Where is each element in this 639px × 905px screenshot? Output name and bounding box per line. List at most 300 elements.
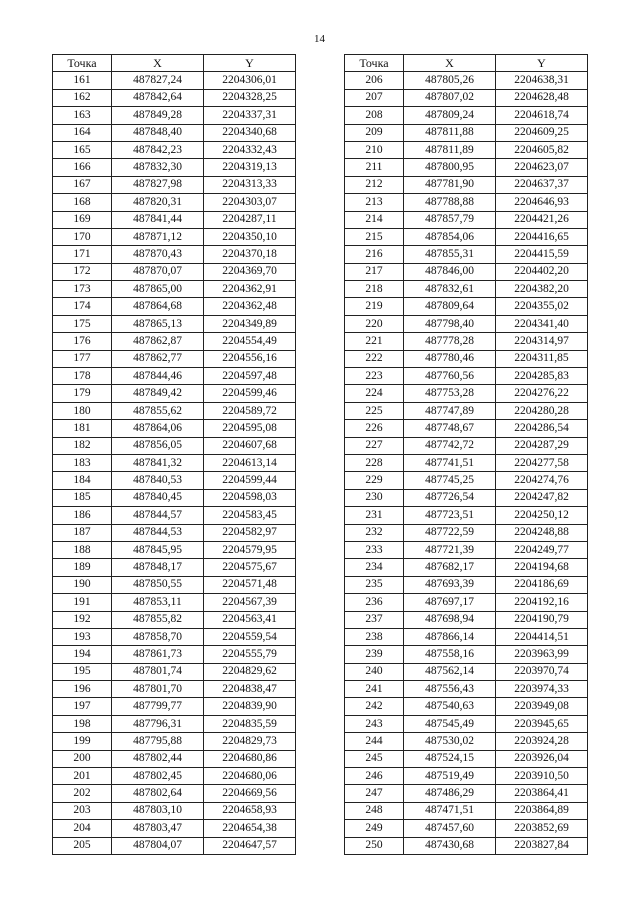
cell-y: 2204337,31	[204, 107, 296, 124]
table-row	[53, 802, 296, 819]
cell-x: 487562,14	[404, 663, 496, 680]
cell-y: 2203949,08	[496, 698, 588, 715]
cell-point: 170	[53, 228, 112, 245]
cell-x: 487840,45	[112, 489, 204, 506]
table-row	[345, 124, 588, 141]
table-row	[345, 594, 588, 611]
table-row	[345, 333, 588, 350]
table-body-right	[345, 72, 588, 855]
cell-x: 487855,62	[112, 402, 204, 419]
cell-point: 226	[345, 420, 404, 437]
cell-point: 207	[345, 89, 404, 106]
cell-x: 487864,06	[112, 420, 204, 437]
cell-x: 487865,00	[112, 281, 204, 298]
cell-x: 487846,00	[404, 263, 496, 280]
table-row	[53, 768, 296, 785]
cell-point: 238	[345, 628, 404, 645]
cell-x: 487780,46	[404, 350, 496, 367]
cell-y: 2204332,43	[204, 141, 296, 158]
cell-x: 487798,40	[404, 315, 496, 332]
table-row	[345, 663, 588, 680]
cell-x: 487855,31	[404, 246, 496, 263]
table-row	[53, 489, 296, 506]
cell-y: 2204599,46	[204, 385, 296, 402]
cell-y: 2203827,84	[496, 837, 588, 854]
table-row	[53, 663, 296, 680]
cell-x: 487832,30	[112, 159, 204, 176]
cell-x: 487781,90	[404, 176, 496, 193]
cell-y: 2204355,02	[496, 298, 588, 315]
cell-x: 487471,51	[404, 802, 496, 819]
table-row	[53, 141, 296, 158]
cell-x: 487866,14	[404, 628, 496, 645]
cell-point: 187	[53, 524, 112, 541]
cell-point: 234	[345, 559, 404, 576]
cell-point: 202	[53, 785, 112, 802]
cell-point: 242	[345, 698, 404, 715]
table-row	[53, 837, 296, 854]
cell-y: 2203945,65	[496, 715, 588, 732]
cell-y: 2204623,07	[496, 159, 588, 176]
table-row	[345, 298, 588, 315]
cell-y: 2204563,41	[204, 611, 296, 628]
table-row	[53, 698, 296, 715]
cell-y: 2204555,79	[204, 646, 296, 663]
cell-x: 487870,43	[112, 246, 204, 263]
cell-y: 2204567,39	[204, 594, 296, 611]
table-row	[345, 402, 588, 419]
cell-point: 209	[345, 124, 404, 141]
cell-x: 487848,40	[112, 124, 204, 141]
cell-x: 487802,45	[112, 768, 204, 785]
cell-x: 487747,89	[404, 402, 496, 419]
cell-point: 241	[345, 681, 404, 698]
table-row	[345, 698, 588, 715]
header-y: Y	[496, 55, 588, 72]
cell-point: 194	[53, 646, 112, 663]
cell-x: 487519,49	[404, 768, 496, 785]
cell-point: 188	[53, 541, 112, 558]
cell-x: 487871,12	[112, 228, 204, 245]
cell-point: 185	[53, 489, 112, 506]
cell-x: 487842,64	[112, 89, 204, 106]
cell-y: 2204341,40	[496, 315, 588, 332]
table-row	[345, 368, 588, 385]
cell-y: 2203864,41	[496, 785, 588, 802]
cell-x: 487820,31	[112, 194, 204, 211]
cell-y: 2204280,28	[496, 402, 588, 419]
cell-y: 2204249,77	[496, 541, 588, 558]
cell-x: 487809,64	[404, 298, 496, 315]
table-row	[345, 454, 588, 471]
cell-point: 204	[53, 820, 112, 837]
cell-x: 487801,70	[112, 681, 204, 698]
cell-x: 487457,60	[404, 820, 496, 837]
cell-x: 487841,44	[112, 211, 204, 228]
cell-point: 179	[53, 385, 112, 402]
header-y: Y	[204, 55, 296, 72]
table-row	[53, 350, 296, 367]
cell-x: 487811,88	[404, 124, 496, 141]
cell-y: 2204646,93	[496, 194, 588, 211]
cell-point: 222	[345, 350, 404, 367]
cell-x: 487748,67	[404, 420, 496, 437]
cell-y: 2204579,95	[204, 541, 296, 558]
cell-y: 2204247,82	[496, 489, 588, 506]
cell-y: 2204250,12	[496, 507, 588, 524]
cell-x: 487722,59	[404, 524, 496, 541]
cell-x: 487697,17	[404, 594, 496, 611]
table-row	[53, 524, 296, 541]
table-row	[345, 472, 588, 489]
table-header-row	[345, 55, 588, 72]
cell-y: 2204829,73	[204, 733, 296, 750]
table-row	[53, 594, 296, 611]
cell-y: 2204314,97	[496, 333, 588, 350]
cell-y: 2204613,14	[204, 454, 296, 471]
cell-x: 487804,07	[112, 837, 204, 854]
cell-point: 190	[53, 576, 112, 593]
table-row	[345, 611, 588, 628]
cell-x: 487753,28	[404, 385, 496, 402]
table-row	[345, 89, 588, 106]
cell-y: 2204277,58	[496, 454, 588, 471]
cell-y: 2204582,97	[204, 524, 296, 541]
table-row	[345, 281, 588, 298]
cell-x: 487524,15	[404, 750, 496, 767]
header-x: X	[112, 55, 204, 72]
cell-x: 487848,17	[112, 559, 204, 576]
cell-y: 2204654,38	[204, 820, 296, 837]
cell-point: 217	[345, 263, 404, 280]
cell-y: 2204609,25	[496, 124, 588, 141]
table-row	[345, 715, 588, 732]
cell-point: 199	[53, 733, 112, 750]
cell-y: 2204274,76	[496, 472, 588, 489]
page-number: 14	[314, 33, 325, 45]
cell-x: 487844,53	[112, 524, 204, 541]
cell-x: 487430,68	[404, 837, 496, 854]
table-row	[53, 402, 296, 419]
cell-point: 216	[345, 246, 404, 263]
cell-point: 162	[53, 89, 112, 106]
table-row	[53, 820, 296, 837]
table-row	[345, 576, 588, 593]
cell-x: 487849,42	[112, 385, 204, 402]
cell-x: 487721,39	[404, 541, 496, 558]
cell-y: 2204369,70	[204, 263, 296, 280]
cell-x: 487556,43	[404, 681, 496, 698]
cell-y: 2204595,08	[204, 420, 296, 437]
cell-point: 227	[345, 437, 404, 454]
cell-x: 487778,28	[404, 333, 496, 350]
cell-point: 205	[53, 837, 112, 854]
cell-point: 236	[345, 594, 404, 611]
cell-point: 172	[53, 263, 112, 280]
cell-x: 487827,24	[112, 72, 204, 89]
cell-x: 487800,95	[404, 159, 496, 176]
table-row	[345, 228, 588, 245]
cell-y: 2203970,74	[496, 663, 588, 680]
cell-point: 208	[345, 107, 404, 124]
cell-y: 2204607,68	[204, 437, 296, 454]
cell-x: 487799,77	[112, 698, 204, 715]
cell-y: 2204647,57	[204, 837, 296, 854]
cell-y: 2204311,85	[496, 350, 588, 367]
cell-x: 487841,32	[112, 454, 204, 471]
table-row	[53, 107, 296, 124]
cell-point: 250	[345, 837, 404, 854]
cell-point: 243	[345, 715, 404, 732]
cell-point: 233	[345, 541, 404, 558]
cell-x: 487803,47	[112, 820, 204, 837]
cell-y: 2204415,59	[496, 246, 588, 263]
cell-y: 2204328,25	[204, 89, 296, 106]
table-row	[345, 246, 588, 263]
cell-y: 2203963,99	[496, 646, 588, 663]
table-row	[345, 211, 588, 228]
cell-x: 487858,70	[112, 628, 204, 645]
table-row	[53, 715, 296, 732]
cell-point: 192	[53, 611, 112, 628]
cell-point: 193	[53, 628, 112, 645]
cell-x: 487486,29	[404, 785, 496, 802]
cell-y: 2204838,47	[204, 681, 296, 698]
cell-y: 2203910,50	[496, 768, 588, 785]
table-body-left	[53, 72, 296, 855]
table-row	[345, 176, 588, 193]
cell-point: 203	[53, 802, 112, 819]
cell-point: 247	[345, 785, 404, 802]
cell-x: 487853,11	[112, 594, 204, 611]
table-row	[345, 628, 588, 645]
cell-x: 487854,06	[404, 228, 496, 245]
cell-x: 487741,51	[404, 454, 496, 471]
cell-y: 2204680,86	[204, 750, 296, 767]
table-row	[345, 350, 588, 367]
cell-y: 2203864,89	[496, 802, 588, 819]
cell-x: 487857,79	[404, 211, 496, 228]
cell-x: 487745,25	[404, 472, 496, 489]
cell-x: 487682,17	[404, 559, 496, 576]
table-row	[345, 750, 588, 767]
cell-point: 214	[345, 211, 404, 228]
cell-y: 2203974,33	[496, 681, 588, 698]
cell-point: 219	[345, 298, 404, 315]
table-row	[53, 333, 296, 350]
table-row	[345, 159, 588, 176]
cell-x: 487862,77	[112, 350, 204, 367]
cell-point: 197	[53, 698, 112, 715]
cell-y: 2204192,16	[496, 594, 588, 611]
table-row	[53, 315, 296, 332]
table-row	[345, 559, 588, 576]
table-row	[345, 72, 588, 89]
cell-x: 487844,46	[112, 368, 204, 385]
table-row	[53, 454, 296, 471]
cell-point: 189	[53, 559, 112, 576]
table-header-row	[53, 55, 296, 72]
cell-x: 487862,87	[112, 333, 204, 350]
table-row	[345, 785, 588, 802]
header-point: Точка	[345, 55, 404, 72]
table-row	[53, 472, 296, 489]
cell-point: 212	[345, 176, 404, 193]
cell-point: 220	[345, 315, 404, 332]
cell-x: 487840,53	[112, 472, 204, 489]
cell-point: 223	[345, 368, 404, 385]
table-row	[345, 263, 588, 280]
cell-point: 235	[345, 576, 404, 593]
cell-y: 2204414,51	[496, 628, 588, 645]
table-row	[345, 733, 588, 750]
cell-x: 487805,26	[404, 72, 496, 89]
table-row	[53, 89, 296, 106]
cell-point: 206	[345, 72, 404, 89]
table-row	[53, 368, 296, 385]
table-row	[53, 646, 296, 663]
table-row	[53, 507, 296, 524]
table-row	[345, 489, 588, 506]
cell-point: 161	[53, 72, 112, 89]
cell-point: 201	[53, 768, 112, 785]
cell-y: 2204287,11	[204, 211, 296, 228]
cell-y: 2204350,10	[204, 228, 296, 245]
cell-x: 487855,82	[112, 611, 204, 628]
cell-point: 195	[53, 663, 112, 680]
cell-x: 487801,74	[112, 663, 204, 680]
cell-x: 487856,05	[112, 437, 204, 454]
table-row	[53, 559, 296, 576]
cell-y: 2204618,74	[496, 107, 588, 124]
cell-y: 2204554,49	[204, 333, 296, 350]
cell-y: 2204571,48	[204, 576, 296, 593]
cell-x: 487827,98	[112, 176, 204, 193]
cell-point: 163	[53, 107, 112, 124]
cell-point: 169	[53, 211, 112, 228]
table-row	[53, 194, 296, 211]
cell-y: 2204599,44	[204, 472, 296, 489]
cell-point: 213	[345, 194, 404, 211]
cell-y: 2204319,13	[204, 159, 296, 176]
header-point: Точка	[53, 55, 112, 72]
cell-point: 191	[53, 594, 112, 611]
cell-y: 2204597,48	[204, 368, 296, 385]
cell-y: 2204583,45	[204, 507, 296, 524]
table-row	[345, 820, 588, 837]
table-row	[345, 541, 588, 558]
table-row	[53, 263, 296, 280]
cell-point: 239	[345, 646, 404, 663]
cell-x: 487693,39	[404, 576, 496, 593]
table-row	[53, 750, 296, 767]
table-row	[53, 420, 296, 437]
cell-point: 246	[345, 768, 404, 785]
cell-x: 487802,64	[112, 785, 204, 802]
cell-y: 2203926,04	[496, 750, 588, 767]
table-row	[345, 507, 588, 524]
cell-y: 2204658,93	[204, 802, 296, 819]
cell-point: 248	[345, 802, 404, 819]
table-row	[53, 246, 296, 263]
cell-y: 2204835,59	[204, 715, 296, 732]
cell-y: 2204362,91	[204, 281, 296, 298]
table-row	[53, 611, 296, 628]
cell-y: 2204637,37	[496, 176, 588, 193]
cell-y: 2204638,31	[496, 72, 588, 89]
cell-x: 487861,73	[112, 646, 204, 663]
cell-x: 487795,88	[112, 733, 204, 750]
cell-point: 176	[53, 333, 112, 350]
cell-point: 184	[53, 472, 112, 489]
cell-point: 177	[53, 350, 112, 367]
cell-x: 487870,07	[112, 263, 204, 280]
table-row	[345, 141, 588, 158]
cell-point: 198	[53, 715, 112, 732]
cell-x: 487723,51	[404, 507, 496, 524]
table-row	[345, 524, 588, 541]
cell-y: 2204349,89	[204, 315, 296, 332]
cell-point: 245	[345, 750, 404, 767]
cell-y: 2204306,01	[204, 72, 296, 89]
cell-x: 487742,72	[404, 437, 496, 454]
cell-y: 2204575,67	[204, 559, 296, 576]
cell-y: 2204194,68	[496, 559, 588, 576]
cell-x: 487726,54	[404, 489, 496, 506]
table-row	[53, 681, 296, 698]
cell-x: 487809,24	[404, 107, 496, 124]
cell-point: 231	[345, 507, 404, 524]
table-row	[345, 646, 588, 663]
cell-y: 2204287,29	[496, 437, 588, 454]
cell-x: 487865,13	[112, 315, 204, 332]
cell-point: 186	[53, 507, 112, 524]
table-row	[345, 107, 588, 124]
cell-x: 487802,44	[112, 750, 204, 767]
cell-x: 487807,02	[404, 89, 496, 106]
cell-point: 244	[345, 733, 404, 750]
table-row	[53, 437, 296, 454]
cell-y: 2203852,69	[496, 820, 588, 837]
cell-y: 2204402,20	[496, 263, 588, 280]
cell-point: 249	[345, 820, 404, 837]
cell-x: 487530,02	[404, 733, 496, 750]
cell-x: 487842,23	[112, 141, 204, 158]
cell-point: 240	[345, 663, 404, 680]
table-row	[345, 385, 588, 402]
table-row	[53, 211, 296, 228]
cell-point: 211	[345, 159, 404, 176]
cell-point: 196	[53, 681, 112, 698]
cell-y: 2204829,62	[204, 663, 296, 680]
cell-y: 2204589,72	[204, 402, 296, 419]
coordinates-table-left	[52, 54, 296, 855]
table-row	[345, 681, 588, 698]
cell-x: 487811,89	[404, 141, 496, 158]
table-row	[53, 124, 296, 141]
table-row	[345, 802, 588, 819]
cell-point: 165	[53, 141, 112, 158]
cell-y: 2204303,07	[204, 194, 296, 211]
cell-point: 182	[53, 437, 112, 454]
table-row	[345, 768, 588, 785]
table-row	[53, 228, 296, 245]
cell-point: 229	[345, 472, 404, 489]
cell-point: 200	[53, 750, 112, 767]
cell-x: 487698,94	[404, 611, 496, 628]
cell-point: 174	[53, 298, 112, 315]
cell-y: 2204313,33	[204, 176, 296, 193]
